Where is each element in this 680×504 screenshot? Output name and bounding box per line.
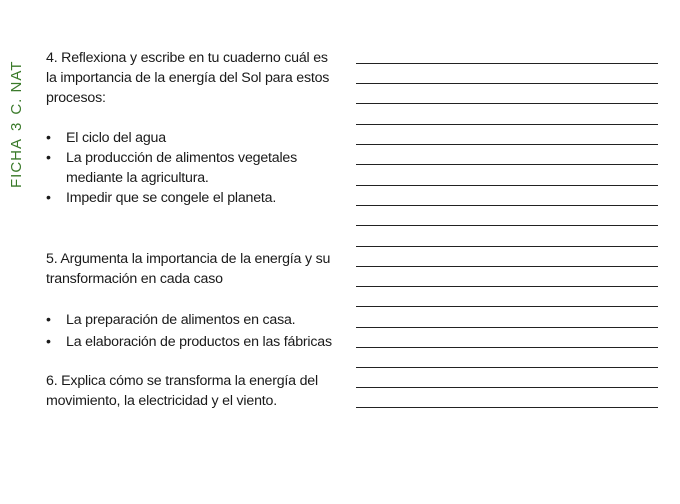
question-5-bullet-list [46,310,332,352]
question-5-prompt [46,249,330,289]
question-4-prompt [46,48,329,108]
side-label-number: 3 [8,121,25,131]
answer-line[interactable] [356,246,658,247]
answer-line[interactable] [356,367,658,368]
list-item: • La elaboración de productos en las fábricas [46,332,332,352]
answer-line[interactable] [356,164,658,165]
question-6-line-1: 6. Explica cómo se transforma la energía del [46,373,318,389]
question-4-line-1: 4. Reflexiona y escribe en tu cuaderno cuál es [46,50,328,66]
side-label [8,61,25,188]
answer-line[interactable] [356,103,658,104]
answer-line[interactable] [356,185,658,186]
list-item: • La producción de alimentos vegetales mediante la agricultura. [46,148,297,188]
list-item: • El ciclo del agua [46,128,297,148]
answer-line[interactable] [356,286,658,287]
question-5-line-1: 5. Argumenta la importancia de la energía y su [46,251,331,267]
question-4-line-3: procesos: [46,90,106,106]
answer-line[interactable] [356,347,658,348]
answer-line[interactable] [356,306,658,307]
list-item-continuation: mediante la agricultura. [66,170,209,186]
answer-line[interactable] [356,407,658,408]
answer-line[interactable] [356,266,658,267]
answer-line[interactable] [356,144,658,145]
answer-line[interactable] [356,205,658,206]
answer-line[interactable] [356,327,658,328]
question-5-line-2: transformación en cada caso [46,271,223,287]
question-6-prompt [46,371,318,411]
answer-line[interactable] [356,387,658,388]
question-4-line-2: la importancia de la energía del Sol para estos [46,70,330,86]
answer-line[interactable] [356,83,658,84]
list-item: • Impedir que se congele el planeta. [46,188,297,208]
list-item: • La preparación de alimentos en casa. [46,310,332,330]
side-label-ficha: FICHA [8,138,25,188]
answer-line[interactable] [356,63,658,64]
side-label-subject: C. NAT [8,60,25,115]
answer-line[interactable] [356,225,658,226]
question-6-line-2: movimiento, la electricidad y el viento. [46,393,277,409]
question-4-bullet-list [46,128,297,208]
answer-line[interactable] [356,124,658,125]
